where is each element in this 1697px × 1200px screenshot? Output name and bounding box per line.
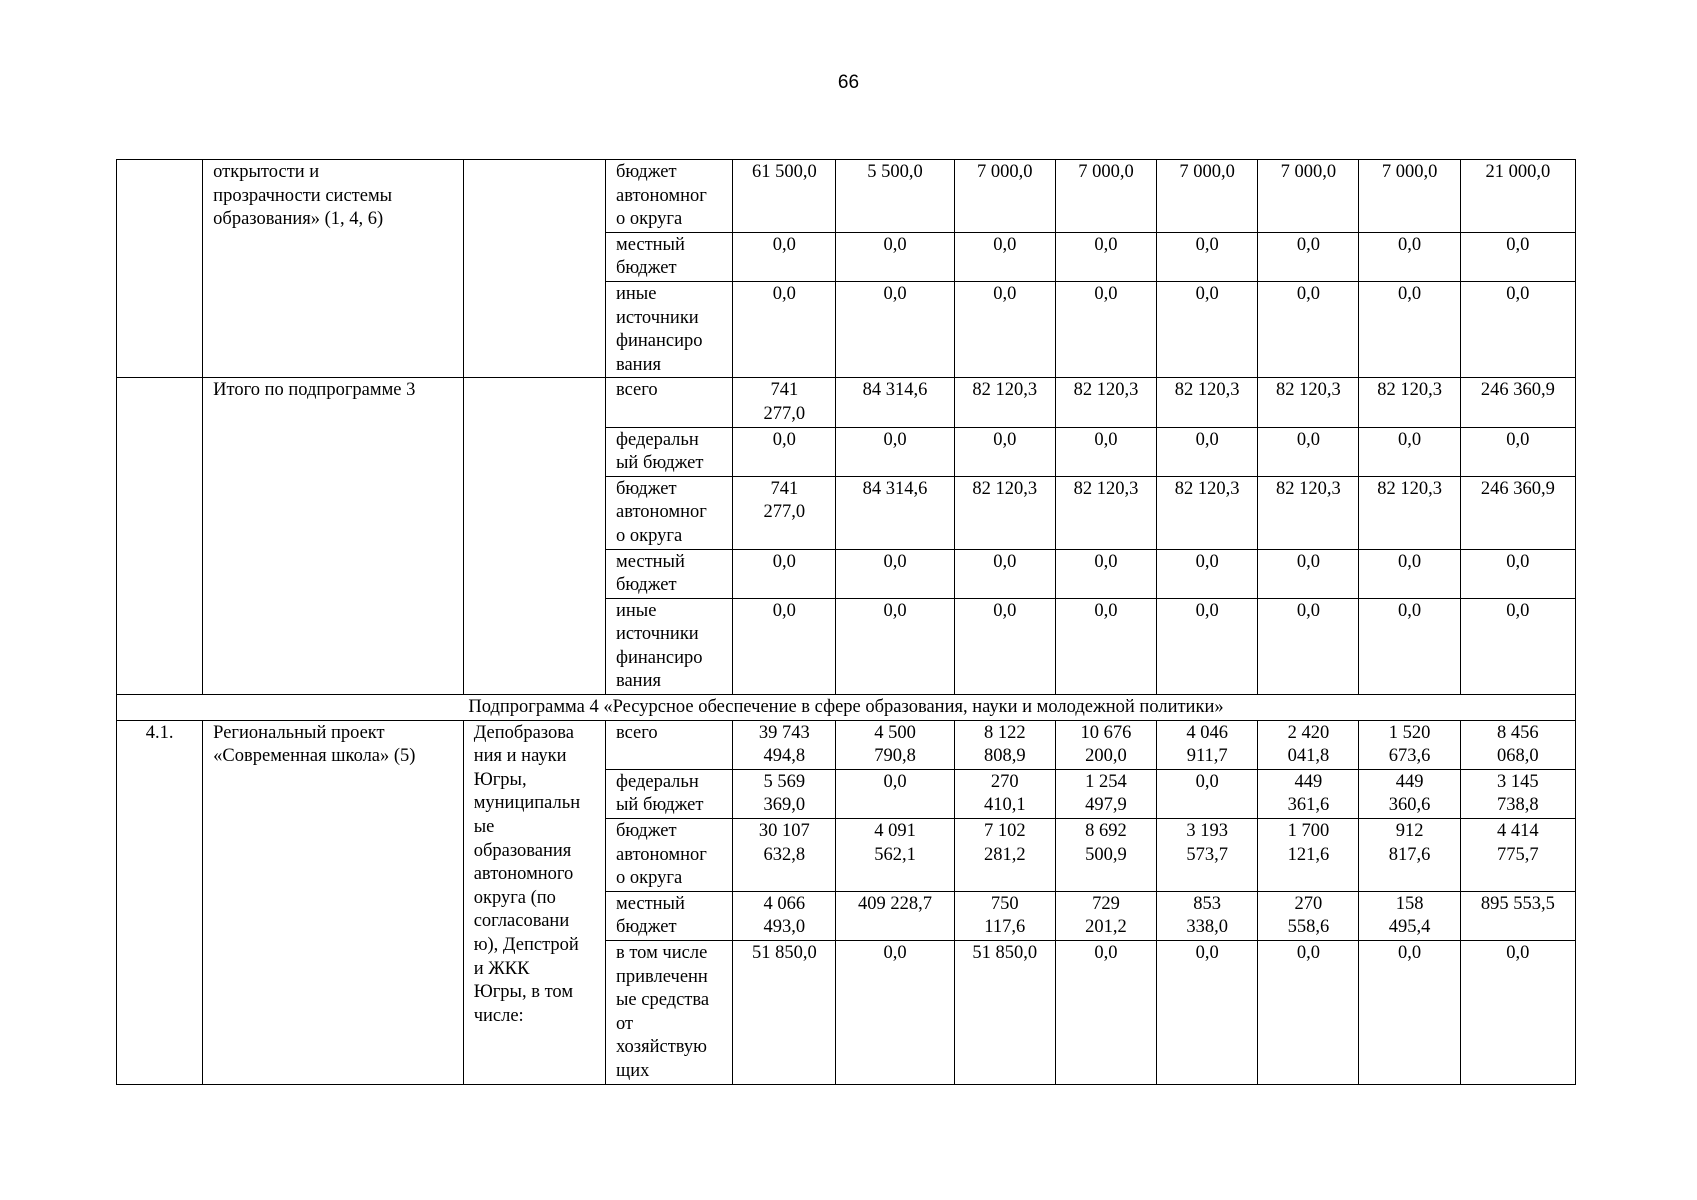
amount-cell: 449 361,6 xyxy=(1258,769,1359,818)
amount-cell: 8 122 808,9 xyxy=(954,720,1055,769)
amount-cell: 7 000,0 xyxy=(1359,160,1460,233)
amount-cell: 30 107 632,8 xyxy=(733,819,836,892)
amount-cell: 7 000,0 xyxy=(1055,160,1156,233)
amount-cell: 246 360,9 xyxy=(1460,378,1575,427)
row-number: 4.1. xyxy=(117,720,203,1084)
amount-cell: 0,0 xyxy=(1460,281,1575,377)
amount-cell: 51 850,0 xyxy=(733,941,836,1085)
funding-source: бюджет автономног о округа xyxy=(605,476,732,549)
amount-cell: 82 120,3 xyxy=(1359,476,1460,549)
amount-cell: 0,0 xyxy=(1258,598,1359,694)
amount-cell: 0,0 xyxy=(954,232,1055,281)
amount-cell: 21 000,0 xyxy=(1460,160,1575,233)
amount-cell: 0,0 xyxy=(1359,549,1460,598)
amount-cell: 82 120,3 xyxy=(1055,476,1156,549)
amount-cell: 82 120,3 xyxy=(1157,378,1258,427)
amount-cell: 0,0 xyxy=(733,427,836,476)
amount-cell: 0,0 xyxy=(1157,598,1258,694)
amount-cell: 0,0 xyxy=(1460,598,1575,694)
funding-source: местный бюджет xyxy=(605,232,732,281)
page-number: 66 xyxy=(837,72,860,93)
amount-cell: 61 500,0 xyxy=(733,160,836,233)
funding-source: в том числе привлеченн ые средства от хозяйствую щих xyxy=(605,941,732,1085)
amount-cell: 0,0 xyxy=(954,427,1055,476)
amount-cell: 3 145 738,8 xyxy=(1460,769,1575,818)
funding-source: бюджет автономног о округа xyxy=(605,160,732,233)
amount-cell: 0,0 xyxy=(1359,941,1460,1085)
amount-cell: 912 817,6 xyxy=(1359,819,1460,892)
amount-cell: 0,0 xyxy=(1258,232,1359,281)
amount-cell: 0,0 xyxy=(954,598,1055,694)
amount-cell: 10 676 200,0 xyxy=(1055,720,1156,769)
amount-cell: 0,0 xyxy=(1258,427,1359,476)
amount-cell: 0,0 xyxy=(733,281,836,377)
amount-cell: 0,0 xyxy=(733,232,836,281)
amount-cell: 0,0 xyxy=(1359,598,1460,694)
amount-cell: 270 558,6 xyxy=(1258,891,1359,940)
row-number xyxy=(117,378,203,695)
amount-cell: 5 569 369,0 xyxy=(733,769,836,818)
amount-cell: 0,0 xyxy=(836,549,954,598)
amount-cell: 39 743 494,8 xyxy=(733,720,836,769)
amount-cell: 0,0 xyxy=(1359,427,1460,476)
amount-cell: 0,0 xyxy=(1157,427,1258,476)
amount-cell: 84 314,6 xyxy=(836,476,954,549)
amount-cell: 0,0 xyxy=(836,427,954,476)
amount-cell: 82 120,3 xyxy=(1157,476,1258,549)
table-row xyxy=(117,720,1576,769)
table-row xyxy=(117,160,1576,233)
amount-cell: 1 700 121,6 xyxy=(1258,819,1359,892)
amount-cell: 853 338,0 xyxy=(1157,891,1258,940)
amount-cell: 0,0 xyxy=(1359,281,1460,377)
amount-cell: 51 850,0 xyxy=(954,941,1055,1085)
amount-cell: 0,0 xyxy=(1258,549,1359,598)
amount-cell: 0,0 xyxy=(954,281,1055,377)
measure-name: открытости и прозрачности системы образования» (1, 4, 6) xyxy=(203,160,464,378)
amount-cell: 4 066 493,0 xyxy=(733,891,836,940)
amount-cell: 895 553,5 xyxy=(1460,891,1575,940)
section-title: Подпрограмма 4 «Ресурсное обеспечение в сфере образования, науки и молодежной политики» xyxy=(117,695,1576,721)
amount-cell: 4 091 562,1 xyxy=(836,819,954,892)
amount-cell: 0,0 xyxy=(1157,232,1258,281)
amount-cell: 82 120,3 xyxy=(1359,378,1460,427)
amount-cell: 0,0 xyxy=(1258,281,1359,377)
amount-cell: 8 456 068,0 xyxy=(1460,720,1575,769)
amount-cell: 8 692 500,9 xyxy=(1055,819,1156,892)
executor xyxy=(463,160,605,378)
table-row xyxy=(117,378,1576,427)
amount-cell: 741 277,0 xyxy=(733,378,836,427)
amount-cell: 82 120,3 xyxy=(954,378,1055,427)
funding-source: всего xyxy=(605,720,732,769)
amount-cell: 82 120,3 xyxy=(1258,378,1359,427)
executor xyxy=(463,378,605,695)
amount-cell: 1 520 673,6 xyxy=(1359,720,1460,769)
amount-cell: 4 046 911,7 xyxy=(1157,720,1258,769)
funding-source: всего xyxy=(605,378,732,427)
amount-cell: 741 277,0 xyxy=(733,476,836,549)
funding-source: бюджет автономног о округа xyxy=(605,819,732,892)
amount-cell: 3 193 573,7 xyxy=(1157,819,1258,892)
amount-cell: 5 500,0 xyxy=(836,160,954,233)
amount-cell: 246 360,9 xyxy=(1460,476,1575,549)
measure-name: Региональный проект «Современная школа» (5) xyxy=(203,720,464,1084)
section-row xyxy=(117,695,1576,721)
amount-cell: 82 120,3 xyxy=(1258,476,1359,549)
amount-cell: 0,0 xyxy=(1055,427,1156,476)
executor: Депобразова ния и науки Югры, муниципальн ые образования автономного округа (по согласовани ю), Депстрой и ЖКК Югры, в том числе: xyxy=(463,720,605,1084)
amount-cell: 729 201,2 xyxy=(1055,891,1156,940)
amount-cell: 0,0 xyxy=(1055,598,1156,694)
amount-cell: 750 117,6 xyxy=(954,891,1055,940)
amount-cell: 0,0 xyxy=(836,598,954,694)
amount-cell: 0,0 xyxy=(1460,941,1575,1085)
funding-source: местный бюджет xyxy=(605,891,732,940)
amount-cell: 0,0 xyxy=(733,598,836,694)
amount-cell: 0,0 xyxy=(836,941,954,1085)
amount-cell: 82 120,3 xyxy=(954,476,1055,549)
funding-source: федеральн ый бюджет xyxy=(605,427,732,476)
amount-cell: 4 414 775,7 xyxy=(1460,819,1575,892)
amount-cell: 0,0 xyxy=(836,769,954,818)
amount-cell: 0,0 xyxy=(1258,941,1359,1085)
funding-source: местный бюджет xyxy=(605,549,732,598)
amount-cell: 1 254 497,9 xyxy=(1055,769,1156,818)
table-body xyxy=(117,160,1576,1085)
amount-cell: 270 410,1 xyxy=(954,769,1055,818)
funding-source: иные источники финансиро вания xyxy=(605,598,732,694)
amount-cell: 7 000,0 xyxy=(954,160,1055,233)
amount-cell: 2 420 041,8 xyxy=(1258,720,1359,769)
amount-cell: 4 500 790,8 xyxy=(836,720,954,769)
amount-cell: 7 000,0 xyxy=(1258,160,1359,233)
amount-cell: 7 102 281,2 xyxy=(954,819,1055,892)
amount-cell: 409 228,7 xyxy=(836,891,954,940)
funding-source: иные источники финансиро вания xyxy=(605,281,732,377)
amount-cell: 82 120,3 xyxy=(1055,378,1156,427)
amount-cell: 158 495,4 xyxy=(1359,891,1460,940)
amount-cell: 0,0 xyxy=(1055,281,1156,377)
amount-cell: 0,0 xyxy=(1157,549,1258,598)
amount-cell: 0,0 xyxy=(733,549,836,598)
amount-cell: 0,0 xyxy=(836,232,954,281)
funding-source: федеральн ый бюджет xyxy=(605,769,732,818)
amount-cell: 0,0 xyxy=(1157,941,1258,1085)
amount-cell: 0,0 xyxy=(1460,549,1575,598)
budget-table xyxy=(116,159,1576,1085)
amount-cell: 0,0 xyxy=(954,549,1055,598)
amount-cell: 0,0 xyxy=(1055,941,1156,1085)
amount-cell: 449 360,6 xyxy=(1359,769,1460,818)
amount-cell: 0,0 xyxy=(1157,281,1258,377)
amount-cell: 7 000,0 xyxy=(1157,160,1258,233)
measure-name: Итого по подпрограмме 3 xyxy=(203,378,464,695)
amount-cell: 0,0 xyxy=(1359,232,1460,281)
amount-cell: 0,0 xyxy=(836,281,954,377)
row-number xyxy=(117,160,203,378)
amount-cell: 0,0 xyxy=(1460,427,1575,476)
amount-cell: 0,0 xyxy=(1460,232,1575,281)
amount-cell: 0,0 xyxy=(1055,549,1156,598)
amount-cell: 0,0 xyxy=(1157,769,1258,818)
amount-cell: 0,0 xyxy=(1055,232,1156,281)
amount-cell: 84 314,6 xyxy=(836,378,954,427)
